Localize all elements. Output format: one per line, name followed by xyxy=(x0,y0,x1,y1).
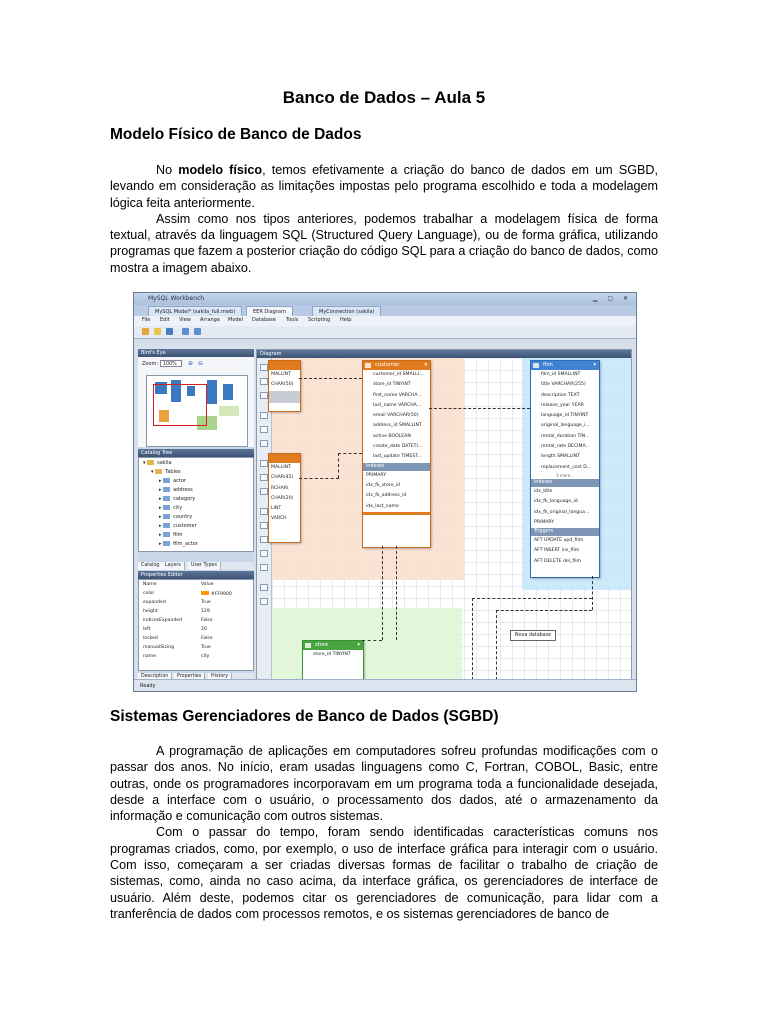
prop-row xyxy=(143,618,213,623)
relationship-line xyxy=(299,478,339,479)
table-icon xyxy=(305,643,311,648)
table-icon xyxy=(163,496,170,501)
tree-schema: ▾ sakila xyxy=(143,460,172,466)
prop-row xyxy=(143,636,213,641)
catalog-tree-header: Catalog Tree xyxy=(138,449,254,457)
menu-database: Database xyxy=(252,317,276,323)
entity-indexes-header: Indexes xyxy=(531,479,599,487)
tab-description: Description xyxy=(138,673,172,681)
tab-history: History xyxy=(208,673,232,681)
table-icon xyxy=(163,478,170,483)
section-heading-sgbd: Sistemas Gerenciadores de Banco de Dados (SGBD) xyxy=(110,708,499,725)
birds-eye-panel xyxy=(138,357,254,447)
eraser-tool-icon xyxy=(260,392,268,399)
entity-column: film_id SMALLINT xyxy=(541,372,581,377)
prop-value: False xyxy=(201,618,213,623)
pointer-tool-icon xyxy=(260,364,268,371)
undo-icon xyxy=(182,328,189,335)
entity-column: rental_duration TIN... xyxy=(541,433,590,439)
entity-column: create_date DATETI... xyxy=(373,444,423,450)
tab-layers: Layers xyxy=(162,562,185,570)
entity-more: 3 more... xyxy=(556,472,574,478)
section2-body xyxy=(110,743,658,922)
tree-tables: ▾ Tables xyxy=(151,469,181,475)
entity-column: email VARCHAR(50) xyxy=(373,413,419,419)
menu-view: View xyxy=(179,317,191,323)
entity-column: store_id TINYINT xyxy=(373,382,411,388)
relationship-line xyxy=(362,640,382,641)
entity-name: film xyxy=(543,362,553,368)
tree-label: film_actor xyxy=(173,541,198,547)
new-icon xyxy=(142,328,149,335)
zoom-out-icon: ⊖ xyxy=(198,360,204,367)
entity-name: customer xyxy=(375,362,400,368)
entity-trigger: AFT INSERT ins_film xyxy=(534,548,580,554)
entity-footer xyxy=(363,512,430,515)
menu-model: Model xyxy=(228,317,244,323)
prop-name: left xyxy=(143,627,151,632)
prop-header-row xyxy=(143,582,214,587)
entity-column: LINT xyxy=(271,506,282,512)
prop-row xyxy=(143,645,211,650)
table-tool-icon xyxy=(260,460,268,467)
prop-header-value: Value xyxy=(201,582,214,587)
birds-eye-header: Bird's Eye xyxy=(138,349,254,357)
tree-label: customer xyxy=(173,523,197,529)
document-tabs xyxy=(134,305,636,316)
prop-value: True xyxy=(201,600,211,605)
paragraph xyxy=(110,162,658,211)
prop-name: name xyxy=(143,654,157,659)
entity-column: original_language_i... xyxy=(541,423,590,429)
image-tool-icon xyxy=(260,440,268,447)
window-titlebar xyxy=(134,293,636,305)
tree-label: address xyxy=(173,487,193,493)
entity-index: PRIMARY xyxy=(366,472,387,478)
collapse-icon: ▾ xyxy=(593,362,596,368)
tab-connection: MyConnection (sakila) xyxy=(312,306,381,317)
entity-index: idx_fk_address_id xyxy=(366,493,407,499)
entity-column: MALLINT xyxy=(271,465,291,470)
view-tool-icon xyxy=(260,474,268,481)
prop-row xyxy=(143,609,210,614)
entity-column: MALLINT xyxy=(271,372,291,377)
diagram-header: Diagram xyxy=(257,350,631,358)
folder-icon xyxy=(155,469,162,474)
relationship-line xyxy=(472,598,592,599)
workbench-screenshot xyxy=(133,292,637,692)
entity-column: description TEXT xyxy=(541,392,580,398)
relationship-line xyxy=(338,453,362,454)
tree-label: category xyxy=(173,496,196,502)
prop-row xyxy=(143,600,211,605)
prop-value-text: #FF9900 xyxy=(211,592,232,597)
redo-icon xyxy=(194,328,201,335)
entity-trigger: AFT UPDATE upd_film xyxy=(534,538,584,544)
entity-customer xyxy=(362,360,431,548)
entity-partial xyxy=(268,360,301,412)
entity-column: address_id SMALLINT xyxy=(373,423,422,429)
tree-item: ▸ customer xyxy=(159,523,197,529)
entity-column: last_update TIMEST... xyxy=(373,454,422,460)
section-heading-modelo-fisico: Modelo Físico de Banco de Dados xyxy=(110,126,362,143)
prop-name: manualSizing xyxy=(143,645,174,650)
entity-column: title VARCHAR(255) xyxy=(541,382,586,388)
entity-header xyxy=(303,641,363,650)
status-bar xyxy=(134,679,636,692)
entity-column: active BOOLEAN xyxy=(373,433,411,439)
layer-tool-icon xyxy=(260,412,268,419)
p1-prefix: No xyxy=(156,163,179,177)
prop-value: True xyxy=(201,645,211,650)
p1-suffix: , temos efetivamente a criação do banco de dados em um SGBD, levando em consideração as limitações impostas pelo programa escolhido e toda a modelagem lógica feita anteriormente. xyxy=(110,163,659,210)
status-text: Ready xyxy=(140,683,156,689)
prop-name: expanded xyxy=(143,600,166,605)
tab-model: MySQL Model* (sakila_full.mwb) xyxy=(148,306,242,317)
entity-column: RCHAR( xyxy=(271,485,289,491)
side-panels xyxy=(138,349,254,679)
entity-column: VARCH xyxy=(271,516,287,522)
entity-indexes-header: Indexes xyxy=(363,463,430,471)
table-icon xyxy=(163,514,170,519)
relationship-line xyxy=(382,546,383,640)
entity-index: idx_title xyxy=(534,488,553,494)
window-title: MySQL Workbench xyxy=(148,295,205,302)
tree-label: country xyxy=(173,514,193,520)
entity-column: language_id TINYINT xyxy=(541,413,589,419)
prop-value: 20 xyxy=(201,627,207,632)
table-icon xyxy=(163,505,170,510)
tree-label: actor xyxy=(173,478,186,484)
entity-header xyxy=(269,454,300,463)
table-icon xyxy=(163,487,170,492)
relation-1-n-icon xyxy=(260,522,268,529)
entity-section xyxy=(269,391,300,403)
toolbar xyxy=(134,326,636,339)
menu-tools: Tools xyxy=(286,317,299,323)
tree-label: Tables xyxy=(165,469,181,475)
prop-row xyxy=(143,627,207,632)
properties-table xyxy=(138,579,254,671)
entity-partial xyxy=(268,453,301,543)
prop-name: indicesExpanded xyxy=(143,618,183,623)
menu-bar xyxy=(134,316,636,326)
prop-value: False xyxy=(201,636,213,641)
table-icon xyxy=(533,363,539,368)
hand-tool-icon xyxy=(260,378,268,385)
tree-label: city xyxy=(173,505,183,511)
relationship-line xyxy=(592,576,593,610)
zoom-select: 100% xyxy=(160,360,182,367)
relation-existing-icon xyxy=(260,564,268,571)
relation-1-n-id-icon xyxy=(260,550,268,557)
relationship-line xyxy=(429,408,530,409)
prop-name: locked xyxy=(143,636,158,641)
relationship-line xyxy=(472,598,473,680)
entity-column: CHAR(50) xyxy=(271,382,294,388)
table-icon xyxy=(365,363,371,368)
tab-catalog: Catalog xyxy=(138,562,163,570)
entity-index: idx_last_name xyxy=(366,503,399,509)
tree-item: ▸ film_actor xyxy=(159,541,198,547)
catalog-tree xyxy=(138,457,254,552)
entity-column: first_name VARCHA... xyxy=(373,392,422,398)
menu-help: Help xyxy=(340,317,352,323)
entity-column: CHAR(20) xyxy=(271,495,294,501)
prop-value xyxy=(201,591,232,597)
table-icon xyxy=(163,523,170,528)
entity-index: idx_fk_original_langua... xyxy=(534,509,590,515)
prop-row xyxy=(143,591,232,597)
table-icon xyxy=(163,532,170,537)
menu-edit: Edit xyxy=(160,317,170,323)
tree-item: ▸ film xyxy=(159,532,183,538)
schema-icon xyxy=(147,460,154,465)
entity-column: CHAR(45) xyxy=(271,475,294,481)
relationship-line xyxy=(338,453,339,478)
prop-value: 129 xyxy=(201,609,210,614)
entity-trigger: AFT DELETE del_film xyxy=(534,558,582,564)
properties-editor-header: Properties Editor xyxy=(138,571,254,579)
window-buttons: ▁ ▢ ✕ xyxy=(592,295,632,302)
minimap xyxy=(146,375,248,447)
tree-label: sakila xyxy=(157,460,172,466)
note-nova-database: Nova database xyxy=(510,630,556,641)
zoom-in-icon: ⊕ xyxy=(188,360,194,367)
entity-store xyxy=(302,640,364,682)
menu-arrange: Arrange xyxy=(200,317,220,323)
collapse-icon: ▾ xyxy=(424,362,427,368)
paragraph: Assim como nos tipos anteriores, podemos trabalhar a modelagem física de forma textual, através da linguagem SQL (Structured Query Language), ou de forma gráfica, utilizando programas que fazem a posterior criação do código SQL para a criação do banco de dados, como mostra a imagem abaixo. xyxy=(110,211,658,275)
entity-column: replacement_cost D... xyxy=(541,464,592,470)
entity-column: customer_id SMALLI... xyxy=(373,372,424,377)
relationship-line xyxy=(496,610,497,680)
prop-header-name: Name xyxy=(143,582,157,587)
relationship-line xyxy=(496,610,592,611)
tree-item: ▸ city xyxy=(159,505,183,511)
tree-label: film xyxy=(173,532,183,538)
relationship-line xyxy=(396,546,397,640)
entity-column: rental_rate DECIMA... xyxy=(541,444,590,450)
tool-icon xyxy=(260,598,268,605)
section1-body xyxy=(110,162,658,276)
prop-name: color xyxy=(143,591,155,596)
routine-tool-icon xyxy=(260,488,268,495)
entity-name: store xyxy=(315,642,329,648)
entity-triggers-header: Triggers xyxy=(531,528,599,536)
prop-name: height xyxy=(143,609,158,614)
tab-user-types: User Types xyxy=(188,562,221,570)
tab-properties: Properties xyxy=(174,673,205,681)
relation-n-m-icon xyxy=(260,536,268,543)
entity-column: last_name VARCHA... xyxy=(373,402,422,408)
diagram-canvas xyxy=(272,358,631,680)
page-title: Banco de Dados – Aula 5 xyxy=(282,88,486,107)
menu-file: File xyxy=(142,317,151,323)
tree-item: ▸ address xyxy=(159,487,193,493)
entity-column: length SMALLINT xyxy=(541,454,580,460)
minimap-table xyxy=(207,380,217,404)
tree-item: ▸ country xyxy=(159,514,193,520)
minimap-table xyxy=(223,384,233,400)
color-swatch xyxy=(201,591,209,595)
menu-scripting: Scripting xyxy=(308,317,331,323)
relationship-line xyxy=(299,378,362,379)
prop-row xyxy=(143,654,210,659)
entity-index: idx_fk_language_id xyxy=(534,499,578,505)
entity-column: store_id TINYINT xyxy=(313,652,351,657)
entity-film xyxy=(530,360,600,578)
catalog-tabs xyxy=(138,562,254,570)
collapse-icon: ▾ xyxy=(357,642,360,648)
prop-value: city xyxy=(201,654,210,659)
diagram-panel xyxy=(256,349,632,681)
paragraph: Com o passar do tempo, foram sendo identificadas características comuns nos programas criados, como, por exemplo, o uso de interface gráfica para interagir com o usuário. Com isso, começaram a ser criadas diversas formas de facilitar o trabalho de criação de sistemas, como, ainda no caso acima, da interface gráfica, os gerenciadores de interface de usuário. Além deste, podemos citar os gerenciadores de comunicação, para lidar com a tranferência de dados com processos remotos, e os sistemas gerenciadores de banco de xyxy=(110,825,658,921)
entity-header xyxy=(363,361,430,370)
entity-index: PRIMARY xyxy=(534,519,555,525)
entity-index: idx_fk_store_id xyxy=(366,482,400,488)
entity-column: release_year YEAR xyxy=(541,402,584,408)
paragraph: A programação de aplicações em computadores sofreu profundas modificações com o passar dos anos. No início, eram usadas linguagens como C, Fortran, COBOL, Basic, entre outras, onde os programadores incorporavam em um programa toda a funcionalidade desejada, desde a interface com o usuário, o processamento dos dados, até o armazenamento da informação e comunicação com outros sistemas. xyxy=(110,744,658,824)
tab-eer-diagram: EER Diagram xyxy=(246,306,293,317)
minimap-viewport xyxy=(153,384,207,426)
tree-item: ▸ actor xyxy=(159,478,186,484)
minimap-region xyxy=(219,406,239,416)
relation-1-1-icon xyxy=(260,508,268,515)
table-icon xyxy=(163,541,170,546)
entity-header xyxy=(269,361,300,370)
entity-header xyxy=(531,361,599,370)
note-tool-icon xyxy=(260,426,268,433)
save-icon xyxy=(166,328,173,335)
layer-green xyxy=(272,608,462,680)
open-icon xyxy=(154,328,161,335)
zoom-label: Zoom: xyxy=(142,361,159,367)
tool-icon xyxy=(260,584,268,591)
p1-bold-term: modelo físico xyxy=(178,163,263,177)
tree-item: ▸ category xyxy=(159,496,196,502)
